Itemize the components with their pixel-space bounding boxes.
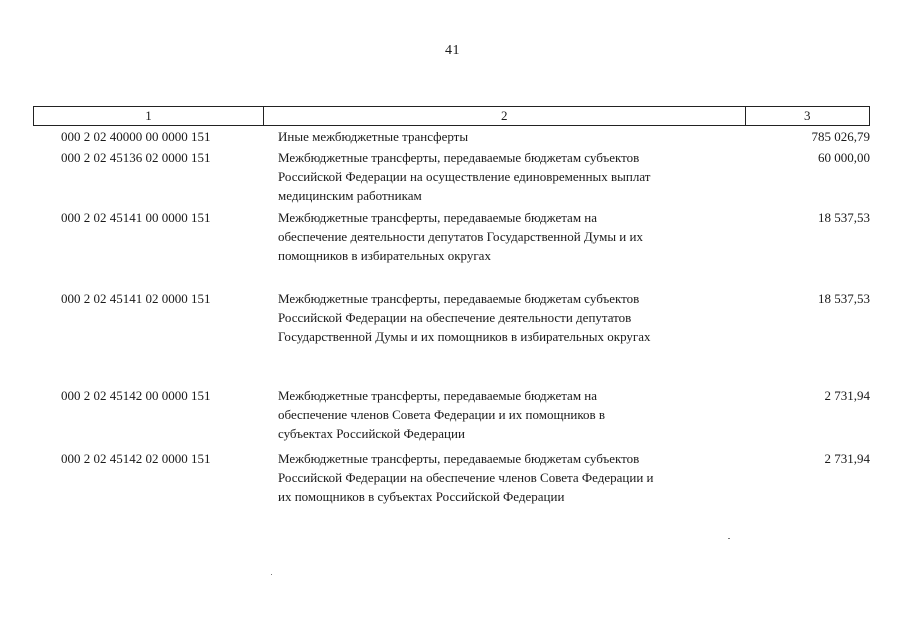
row-amount: 18 537,53 xyxy=(818,210,870,225)
table-row xyxy=(33,289,870,346)
column-header-1: 1 xyxy=(34,107,264,125)
budget-code: 000 2 02 40000 00 0000 151 xyxy=(61,129,211,144)
row-amount: 18 537,53 xyxy=(818,291,870,306)
row-amount: 785 026,79 xyxy=(811,129,870,144)
row-amount: 2 731,94 xyxy=(824,451,870,466)
page-number: 41 xyxy=(445,43,460,58)
table-row xyxy=(33,208,870,265)
table-row xyxy=(33,148,870,205)
row-description: Межбюджетные трансферты, передаваемые бюджетам субъектов Российской Федерации на обеспечение членов Совета Федерации и их помощников в субъектах Российской Федерации xyxy=(278,451,654,504)
scan-speck xyxy=(271,574,272,575)
scan-speck xyxy=(728,538,730,539)
budget-code: 000 2 02 45142 02 0000 151 xyxy=(61,451,211,466)
budget-code: 000 2 02 45142 00 0000 151 xyxy=(61,388,211,403)
table-row xyxy=(33,449,870,506)
budget-table xyxy=(33,106,870,504)
row-description: Межбюджетные трансферты, передаваемые бюджетам на обеспечение членов Совета Федерации и их помощников в субъектах Российской Федерации xyxy=(278,388,606,441)
row-amount: 2 731,94 xyxy=(824,388,870,403)
budget-code: 000 2 02 45136 02 0000 151 xyxy=(61,150,211,165)
row-description: Иные межбюджетные трансферты xyxy=(278,129,469,144)
table-row xyxy=(33,386,870,443)
table-row xyxy=(33,127,870,146)
row-description: Межбюджетные трансферты, передаваемые бюджетам субъектов Российской Федерации на осуществление единовременных выплат медицинским работникам xyxy=(278,150,651,203)
column-header-3: 3 xyxy=(804,108,811,123)
budget-code: 000 2 02 45141 02 0000 151 xyxy=(61,291,211,306)
row-amount: 60 000,00 xyxy=(818,150,870,165)
column-header-2: 2 xyxy=(264,107,746,125)
row-description: Межбюджетные трансферты, передаваемые бюджетам субъектов Российской Федерации на обеспечение деятельности депутатов Государственной Думы и их помощников в избирательных округах xyxy=(278,291,651,344)
table-header-row xyxy=(33,106,870,126)
budget-code: 000 2 02 45141 00 0000 151 xyxy=(61,210,211,225)
row-description: Межбюджетные трансферты, передаваемые бюджетам на обеспечение деятельности депутатов Государственной Думы и их помощников в избирательных округах xyxy=(278,210,643,263)
